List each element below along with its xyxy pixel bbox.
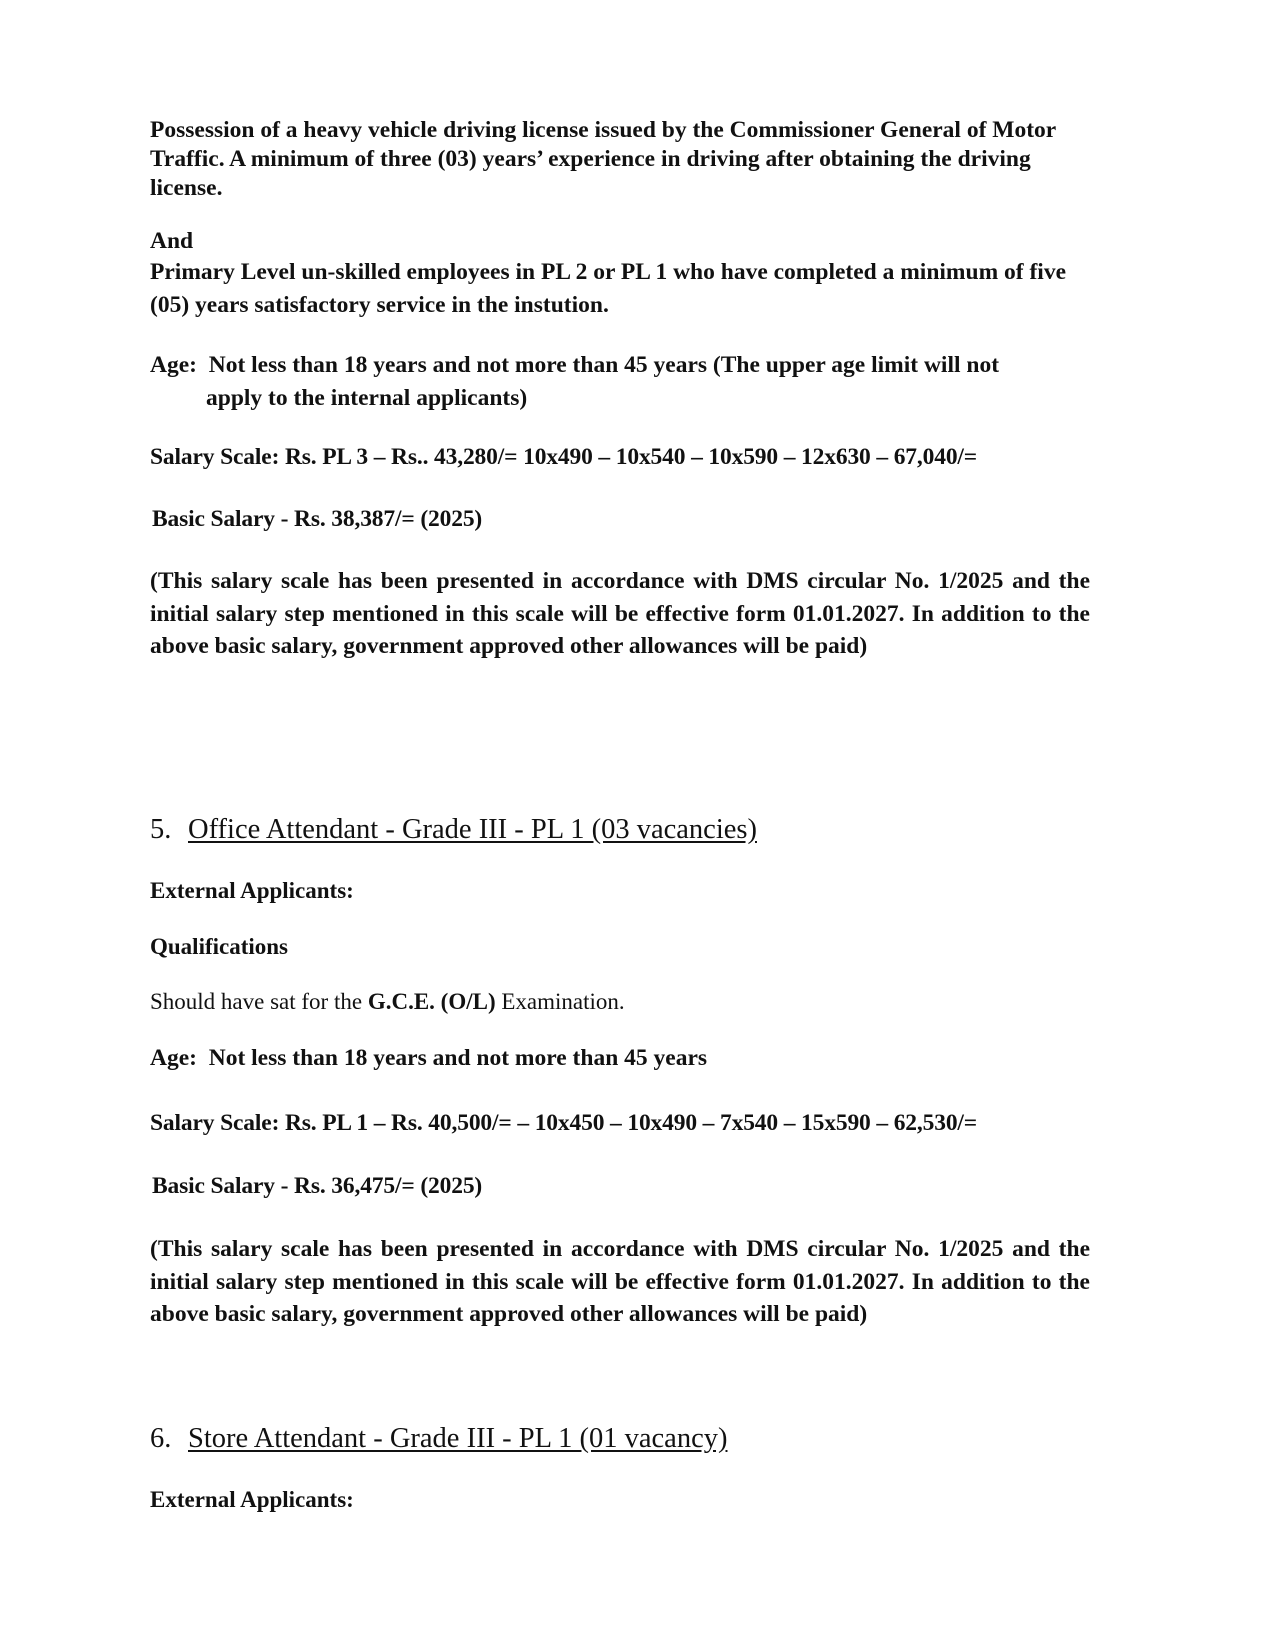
age-text-line1: Not less than 18 years and not more than 45 years (The upper age limit will not (208, 352, 1000, 378)
salary-note: (This salary scale has been presented in accordance with DMS circular No. 1/2025 and the initial salary step mentioned in this scale will be effective form 01.01.2027. In addition to the above basic salary, government approved other allowances will be paid) (150, 568, 1090, 659)
section-5-qualifications-label: Qualifications (150, 934, 289, 959)
basic-salary: Basic Salary - Rs. 38,387/= (2025) (152, 506, 483, 532)
section-6-heading (150, 1421, 1090, 1457)
section-6-external-applicants: External Applicants: (150, 1487, 354, 1512)
document-page (150, 0, 1090, 1650)
age-text-line2: apply to the internal applicants) (206, 384, 528, 411)
section-6-title: Store Attendant - Grade III - PL 1 (01 vacancy) (188, 1423, 728, 1454)
section-5-age-text: Not less than 18 years and not more than 45 years (208, 1045, 708, 1071)
section-5-title: Office Attendant - Grade III - PL 1 (03 vacancies) (188, 814, 757, 845)
section-5-basic-salary: Basic Salary - Rs. 36,475/= (2025) (152, 1173, 483, 1199)
qualification-prefix: Should have sat for the (150, 989, 368, 1014)
section-5-external-applicants: External Applicants: (150, 878, 354, 903)
and-label: And (150, 228, 194, 254)
section-5-heading (150, 812, 1090, 848)
driving-license-qualification: Possession of a heavy vehicle driving license issued by the Commissioner General of Motor Traffic. A minimum of three (03) years’ experience in driving after obtaining the driving license. (150, 117, 1056, 201)
age-label: Age: (150, 352, 197, 378)
section-6-number: 6. (150, 1423, 172, 1454)
section-5-salary-note: (This salary scale has been presented in accordance with DMS circular No. 1/2025 and the initial salary step mentioned in this scale will be effective form 01.01.2027. In addition to the above basic salary, government approved other allowances will be paid) (150, 1236, 1090, 1327)
age-requirement (150, 349, 1090, 414)
section-5-age (150, 1044, 1090, 1073)
section-5-number: 5. (150, 814, 172, 845)
internal-applicants-qualification: Primary Level un-skilled employees in PL 2 or PL 1 who have completed a minimum of five (05) years satisfactory service in the instution. (150, 259, 1067, 318)
section-5-age-label: Age: (150, 1045, 197, 1071)
salary-scale: Salary Scale: Rs. PL 3 – Rs.. 43,280/= 10x490 – 10x540 – 10x590 – 12x630 – 67,040/= (150, 444, 978, 470)
qualification-suffix: Examination. (495, 989, 625, 1014)
section-5-salary-scale: Salary Scale: Rs. PL 1 – Rs. 40,500/= – 10x450 – 10x490 – 7x540 – 15x590 – 62,530/= (150, 1110, 978, 1136)
section-5-qualification (150, 989, 1090, 1015)
qualification-exam: G.C.E. (O/L) (367, 989, 496, 1014)
